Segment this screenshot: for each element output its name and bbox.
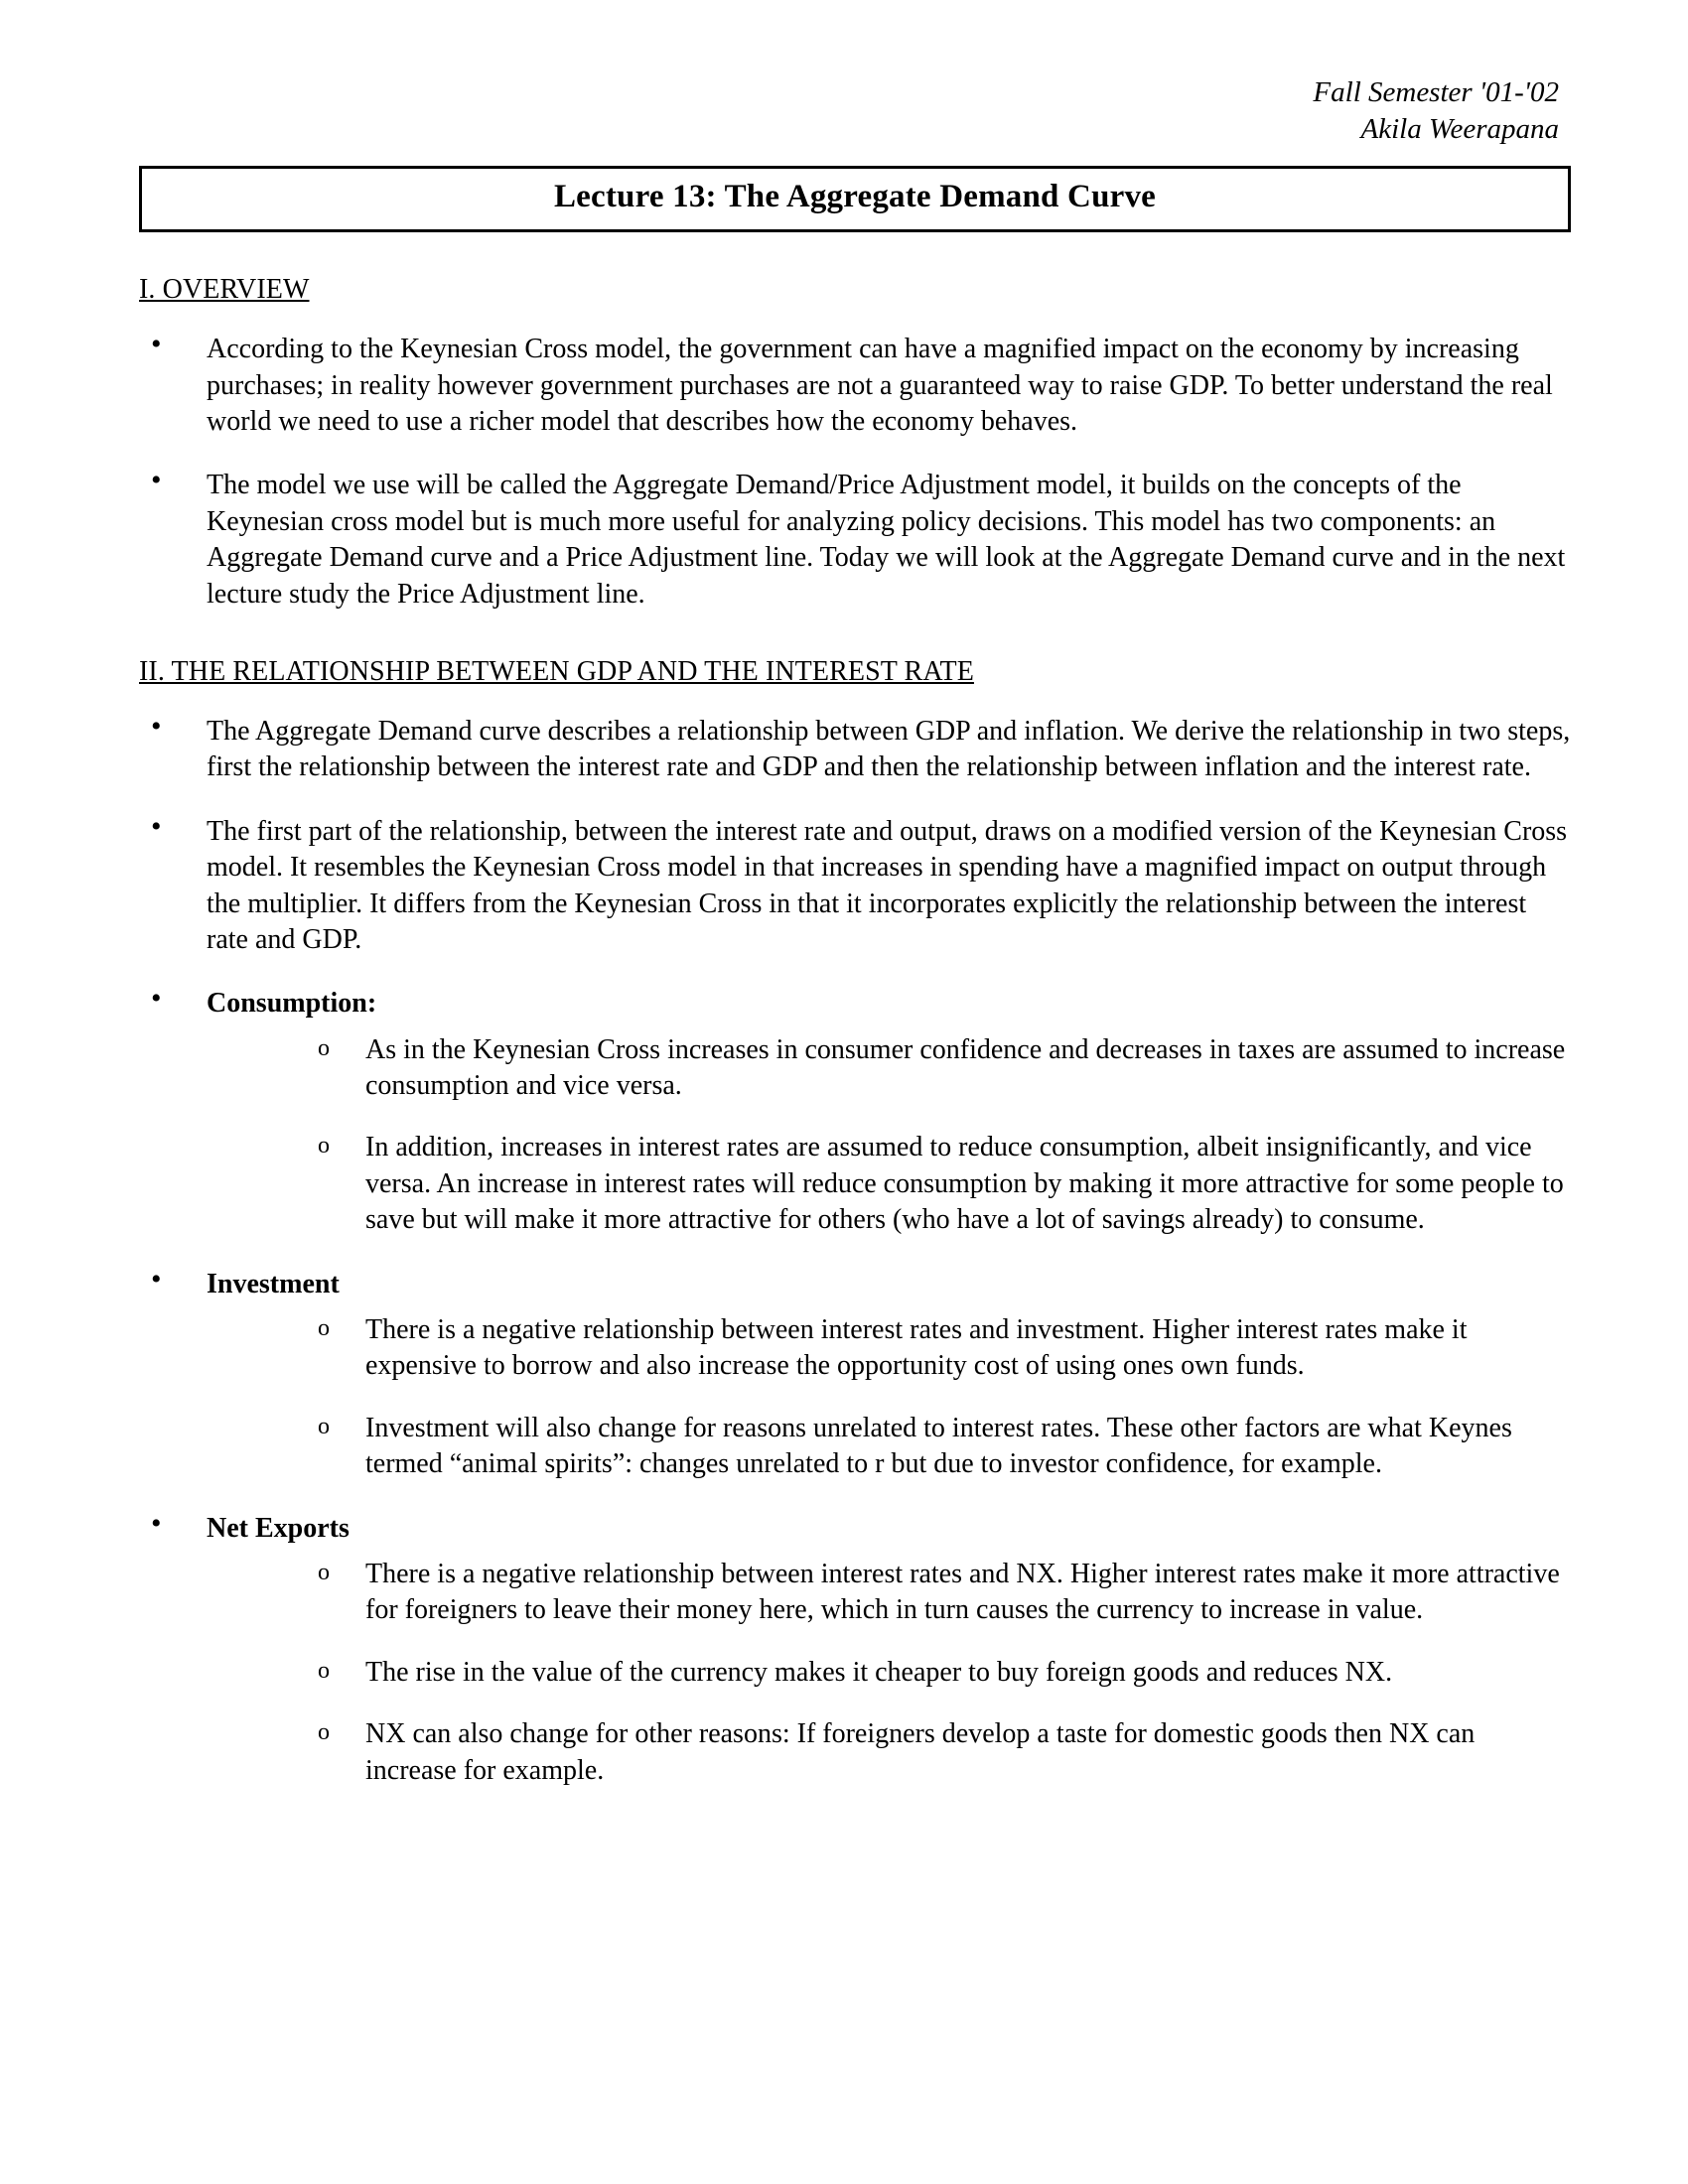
- list-item: [139, 468, 1571, 613]
- list-item: [207, 1557, 1571, 1629]
- sub-bullet-text: o NX can also change for other reasons: If foreigners develop a taste for domestic goods then NX can increase for example.: [365, 1718, 1476, 1786]
- header-author: Akila Weerapana: [1360, 113, 1559, 146]
- list-item-investment: [139, 1267, 1571, 1483]
- header-semester: Fall Semester '01-'02: [1313, 76, 1559, 108]
- list-item: [207, 1032, 1571, 1105]
- list-item: [139, 332, 1571, 440]
- investment-sub-list: [207, 1312, 1571, 1483]
- list-item: [207, 1411, 1571, 1483]
- list-item: [207, 1655, 1571, 1691]
- bullet-text: • Net Exports: [207, 1512, 350, 1544]
- list-item: [207, 1130, 1571, 1238]
- list-item-consumption: [139, 986, 1571, 1238]
- relationship-bullet-list: [139, 714, 1571, 1789]
- document-header: [139, 74, 1571, 148]
- net-exports-sub-list: [207, 1557, 1571, 1789]
- section-heading-relationship: II. THE RELATIONSHIP BETWEEN GDP AND THE INTEREST RATE: [139, 655, 974, 687]
- list-item: [139, 714, 1571, 786]
- bullet-text: • The first part of the relationship, between the interest rate and output, draws on a modified version of the Keynesian Cross model. It resembles the Keynesian Cross model in that increases in spending have a magnified impact on output through the multiplier. It differs from the Keynesian Cross in that it incorporates explicitly the relationship between the interest rate and GDP.: [207, 815, 1568, 955]
- sub-bullet-text: o In addition, increases in interest rates are assumed to reduce consumption, albeit insignificantly, and vice versa. An increase in interest rates will reduce consumption by making it more attractive for some people to save but will make it more attractive for others (who have a lot of savings already) to consume.: [365, 1132, 1564, 1236]
- bullet-text: • Consumption:: [207, 988, 377, 1020]
- sub-bullet-text: o The rise in the value of the currency makes it cheaper to buy foreign goods and reduces NX.: [365, 1656, 1393, 1688]
- list-item: [207, 1716, 1571, 1789]
- sub-bullet-text: o There is a negative relationship between interest rates and investment. Higher interest rates make it expensive to borrow and also increase the opportunity cost of using ones own funds.: [365, 1314, 1468, 1382]
- bullet-text: • The Aggregate Demand curve describes a relationship between GDP and inflation. We derive the relationship in two steps, first the relationship between the interest rate and GDP and then the relationship between inflation and the interest rate.: [207, 715, 1571, 783]
- bullet-text: • The model we use will be called the Aggregate Demand/Price Adjustment model, it builds on the concepts of the Keynesian cross model but is much more useful for analyzing policy decisions. This model has two components: an Aggregate Demand curve and a Price Adjustment line. Today we will look at the Aggregate Demand curve and in the next lecture study the Price Adjustment line.: [207, 470, 1566, 610]
- lecture-title-box: [139, 166, 1571, 232]
- list-item: [139, 814, 1571, 959]
- sub-bullet-text: o Investment will also change for reasons unrelated to interest rates. These other factors are what Keynes termed “animal spirits”: changes unrelated to r but due to investor confidence, for example.: [365, 1412, 1512, 1480]
- bullet-text: • According to the Keynesian Cross model, the government can have a magnified impact on the economy by increasing purchases; in reality however government purchases are not a guaranteed way to raise GDP. To better understand the real world we need to use a richer model that describes how the economy behaves.: [207, 334, 1553, 437]
- sub-bullet-text: o There is a negative relationship between interest rates and NX. Higher interest rates make it more attractive for foreigners to leave their money here, which in turn causes the currency to increase in value.: [365, 1558, 1560, 1626]
- section-heading-overview: I. OVERVIEW: [139, 274, 310, 306]
- bullet-text: • Investment: [207, 1268, 340, 1299]
- overview-bullet-list: [139, 332, 1571, 613]
- list-item-net-exports: [139, 1511, 1571, 1789]
- list-item: [207, 1312, 1571, 1385]
- sub-bullet-text: o As in the Keynesian Cross increases in consumer confidence and decreases in taxes are assumed to increase consumption and vice versa.: [365, 1033, 1566, 1102]
- consumption-sub-list: [207, 1032, 1571, 1239]
- page-title: Lecture 13: The Aggregate Demand Curve: [553, 179, 1157, 215]
